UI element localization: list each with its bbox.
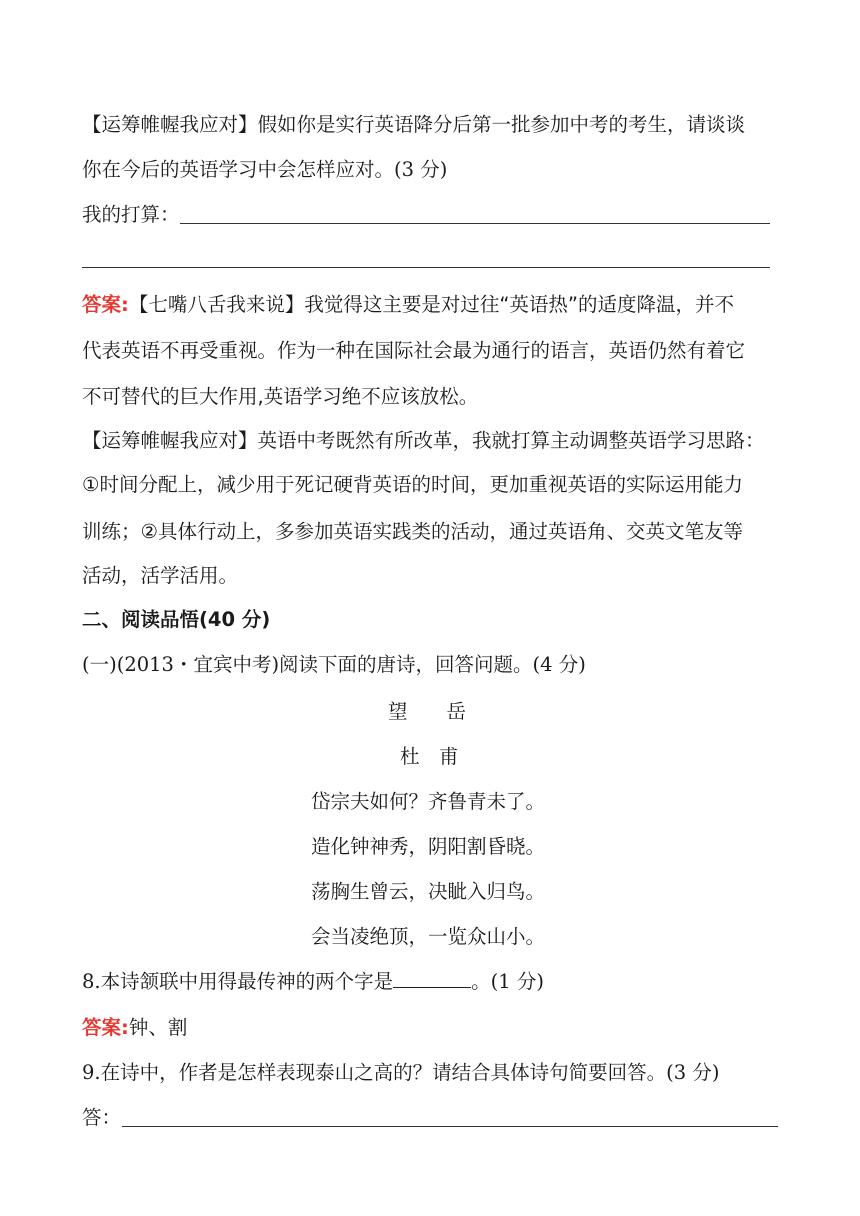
answer-1-line-7: 活动，活学活用。 — [82, 564, 239, 587]
poem-line-3: 荡胸生曾云，决眦入归鸟。 — [311, 880, 546, 903]
question-9: 9.在诗中，作者是怎样表现泰山之高的？请结合具体诗句简要回答。(3 分) — [82, 1061, 720, 1084]
answer-1-line-5: ①时间分配上，减少用于死记硬背英语的时间，更加重视英语的实际运用能力 — [82, 473, 743, 496]
my-plan-label: 我的打算： — [82, 203, 180, 226]
plan-prompt-line-1: 【运筹帷幄我应对】假如你是实行英语降分后第一批参加中考的考生，请谈谈 — [82, 113, 746, 136]
my-plan-answer-line-1 — [180, 223, 770, 224]
answer-label: 答案: — [82, 293, 129, 316]
answer-1-line-1 — [82, 290, 734, 320]
question-8-answer-text: 钟、割 — [128, 1016, 188, 1039]
answer-1-line-2: 代表英语不再受重视。作为一种在国际社会最为通行的语言，英语仍然有着它 — [82, 339, 746, 362]
my-plan-answer-line-2 — [82, 267, 770, 268]
poem-title: 望 岳 — [388, 700, 467, 723]
question-8-blank[interactable] — [393, 969, 471, 988]
question-9-answer-label: 答： — [82, 1106, 122, 1129]
question-8-points: 。(1 分) — [471, 970, 544, 993]
answer-1-line-4: 【运筹帷幄我应对】英语中考既然有所改革，我就打算主动调整英语学习思路： — [82, 429, 765, 452]
question-8-answer — [82, 1013, 187, 1043]
poem-line-2: 造化钟神秀，阴阳割昏晓。 — [311, 835, 546, 858]
plan-prompt-line-2: 你在今后的英语学习中会怎样应对。(3 分) — [82, 158, 448, 181]
answer-1-text-1: 【七嘴八舌我来说】我觉得这主要是对过往“英语热”的适度降温，并不 — [128, 293, 735, 316]
question-8 — [82, 967, 544, 997]
question-8-text: 8.本诗颔联中用得最传神的两个字是 — [82, 970, 394, 993]
question-8-answer-label: 答案: — [82, 1016, 129, 1039]
poem-author: 杜 甫 — [400, 745, 459, 768]
answer-1-line-6: 训练；②具体行动上，多参加英语实践类的活动，通过英语角、交英文笔友等 — [82, 520, 743, 543]
section-2-heading: 二、阅读品悟(40 分) — [82, 608, 271, 631]
poem-line-4: 会当凌绝顶，一览众山小。 — [311, 925, 546, 948]
section-2-subheading: (一)(2013・宜宾中考)阅读下面的唐诗，回答问题。(4 分) — [82, 653, 586, 676]
answer-1-line-3: 不可替代的巨大作用,英语学习绝不应该放松。 — [82, 385, 479, 408]
poem-line-1: 岱宗夫如何？齐鲁青未了。 — [311, 790, 546, 813]
question-9-answer-line[interactable] — [122, 1126, 778, 1127]
